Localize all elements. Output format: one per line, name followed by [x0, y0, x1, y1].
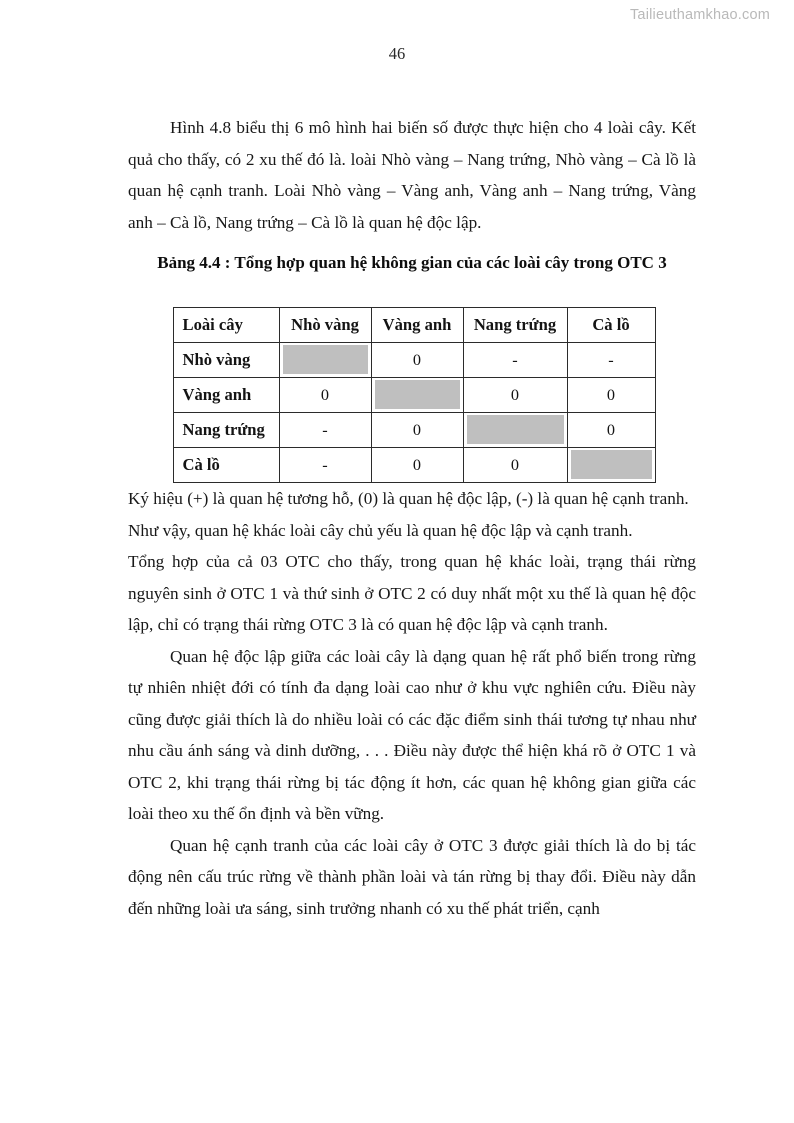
table-row-label: Vàng anh: [173, 378, 279, 413]
table-cell: -: [463, 343, 567, 378]
table-row: [173, 448, 655, 483]
table-cell-diagonal: [371, 378, 463, 413]
paragraph-discussion-1: Quan hệ độc lập giữa các loài cây là dạng quan hệ rất phổ biến trong rừng tự nhiên nhiệt đới có tính đa dạng loài cao như ở khu vực nghiên cứu. Điều này cũng được giải thích là do nhiều loài có các đặc điểm sinh thái tương tự nhau như nhu cầu ánh sáng và dinh dưỡng, . . . Điều này được thể hiện khá rõ ở OTC 1 và OTC 2, khi trạng thái rừng bị tác động ít hơn, các quan hệ không gian giữa các loài theo xu thế ổn định và bền vững.: [128, 646, 696, 823]
table-row: [173, 413, 655, 448]
watermark-text: Tailieuthamkhao.com: [629, 7, 770, 23]
species-relation-table: [173, 307, 656, 483]
table-header-cell: Nang trứng: [463, 308, 567, 343]
page-number: 46: [388, 44, 406, 63]
table-cell: -: [279, 448, 371, 483]
table-row-label: Nhò vàng: [173, 343, 279, 378]
table-cell: 0: [371, 343, 463, 378]
paragraph-summary-2: Tổng hợp của cả 03 OTC cho thấy, trong quan hệ khác loài, trạng thái rừng nguyên sinh ở OTC 1 và thứ sinh ở OTC 2 có duy nhất một xu thế là quan hệ độc lập, chỉ có trạng thái rừng OTC 3 là có quan hệ độc lập và cạnh tranh.: [128, 552, 696, 634]
table-header-cell: Loài cây: [173, 308, 279, 343]
table-cell: -: [567, 343, 655, 378]
table-header-row: [173, 308, 655, 343]
table-row: [173, 343, 655, 378]
table-row-label: Nang trứng: [173, 413, 279, 448]
table-header-cell: Vàng anh: [371, 308, 463, 343]
table-cell: 0: [463, 448, 567, 483]
paragraph-discussion-2: Quan hệ cạnh tranh của các loài cây ở OTC 3 được giải thích là do bị tác động nên cấu trúc rừng về thành phần loài và tán rừng bị thay đổi. Điều này dẫn đến những loài ưa sáng, sinh trưởng nhanh có xu thế phát triển, cạnh: [128, 835, 696, 918]
table-container: [128, 307, 696, 483]
table-caption: Bảng 4.4 : Tổng hợp quan hệ không gian của các loài cây trong OTC 3: [157, 253, 667, 272]
paragraph-intro: Hình 4.8 biểu thị 6 mô hình hai biến số được thực hiện cho 4 loài cây. Kết quả cho thấy, có 2 xu thế đó là. loài Nhò vàng – Nang trứng, Nhò vàng – Cà lồ là quan hệ cạnh tranh. Loài Nhò vàng – Vàng anh, Vàng anh – Nang trứng, Vàng anh – Cà lồ, Nang trứng – Cà lồ là quan hệ độc lập.: [128, 118, 696, 232]
table-header-cell: Nhò vàng: [279, 308, 371, 343]
table-cell: -: [279, 413, 371, 448]
table-cell: 0: [567, 378, 655, 413]
table-cell-diagonal: [463, 413, 567, 448]
table-cell: 0: [371, 448, 463, 483]
paragraph-legend: Ký hiệu (+) là quan hệ tương hỗ, (0) là quan hệ độc lập, (-) là quan hệ cạnh tranh.: [128, 489, 689, 508]
table-cell: 0: [567, 413, 655, 448]
paragraph-summary-1: Như vậy, quan hệ khác loài cây chủ yếu là quan hệ độc lập và cạnh tranh.: [128, 520, 633, 540]
table-header-cell: Cà lồ: [567, 308, 655, 343]
page-content: [128, 112, 696, 924]
table-row-label: Cà lồ: [173, 448, 279, 483]
table-row: [173, 378, 655, 413]
table-cell: 0: [279, 378, 371, 413]
table-cell: 0: [371, 413, 463, 448]
table-cell-diagonal: [567, 448, 655, 483]
table-cell: 0: [463, 378, 567, 413]
table-cell-diagonal: [279, 343, 371, 378]
